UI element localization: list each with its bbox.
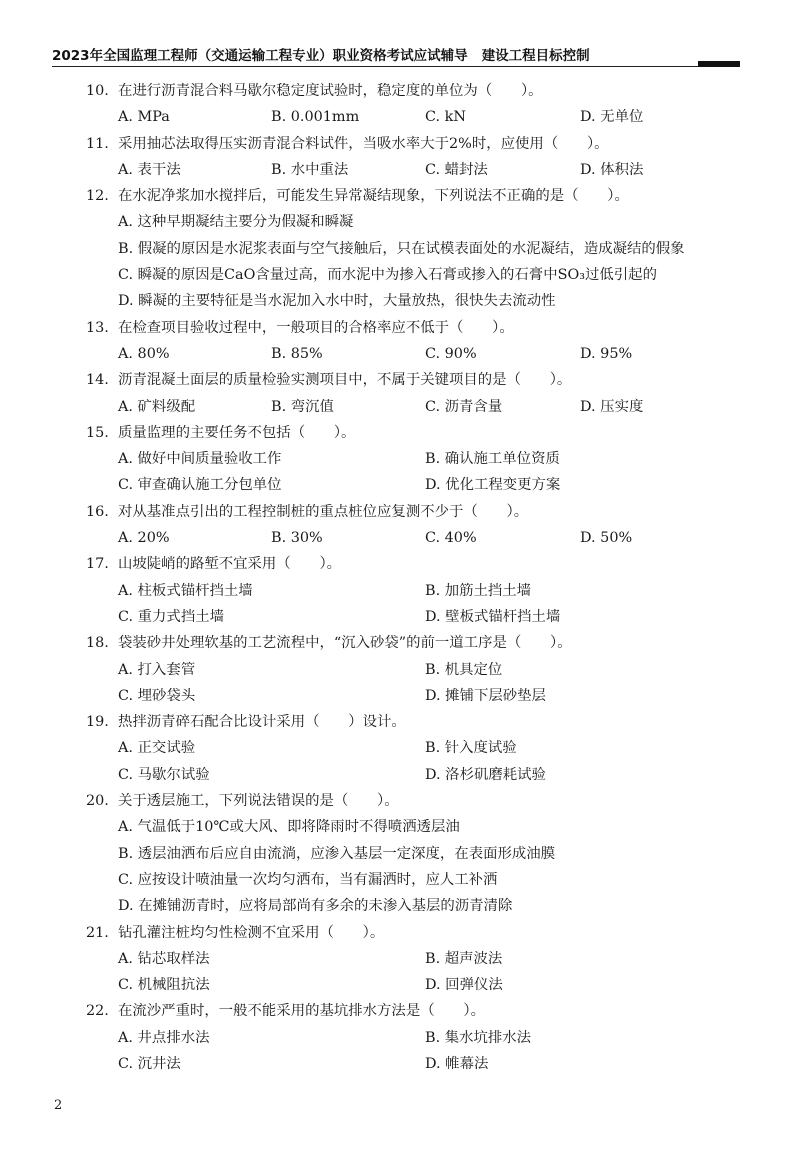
answer-option: A. 正交试验 (118, 740, 196, 757)
options-row (0, 972, 790, 998)
answer-option: A. 矿料级配 (118, 398, 196, 415)
answer-option: C. 机械阻抗法 (118, 977, 210, 994)
question-text: 在检查项目验收过程中，一般项目的合格率应不低于（ ）。 (118, 319, 514, 336)
question (0, 131, 790, 157)
options-row (0, 446, 790, 472)
options-row (0, 472, 790, 498)
question (0, 78, 790, 104)
answer-option: D. 摊铺下层砂垫层 (425, 687, 546, 704)
question-list (0, 78, 790, 1077)
answer-option: B. 超声波法 (425, 950, 503, 967)
answer-option: C. 审查确认施工分包单位 (118, 477, 282, 494)
question-number: 11. (86, 135, 109, 152)
answer-option: B. 透层油洒布后应自由流淌，应渗入基层一定深度，在表面形成油膜 (118, 845, 556, 862)
answer-option: D. 体积法 (580, 161, 644, 178)
answer-option: C. 埋砂袋头 (118, 687, 196, 704)
answer-option: A. 表干法 (118, 161, 181, 178)
options-row (0, 735, 790, 761)
question-text: 袋装砂井处理软基的工艺流程中，“沉入砂袋”的前一道工序是（ ）。 (118, 635, 572, 652)
question (0, 920, 790, 946)
answer-option: B. 水中重法 (271, 161, 349, 178)
answer-option: D. 回弹仪法 (425, 977, 503, 994)
options-row (0, 1051, 790, 1077)
question (0, 788, 790, 814)
question-number: 15. (86, 424, 109, 441)
answer-option: B. 0.001mm (271, 109, 360, 126)
answer-option: C. 瞬凝的原因是CaO含量过高，而水泥中为掺入石膏或掺入的石膏中SO₃过低引起的 (118, 267, 657, 284)
options-row (0, 841, 790, 867)
question-number: 13. (86, 319, 109, 336)
options-row (0, 341, 790, 367)
answer-option: D. 在摊铺沥青时，应将局部尚有多余的未渗入基层的沥青清除 (118, 898, 513, 915)
question (0, 420, 790, 446)
options-row (0, 867, 790, 893)
question-text: 关于透层施工，下列说法错误的是（ ）。 (118, 793, 399, 810)
question (0, 367, 790, 393)
question-number: 10. (86, 83, 109, 99)
answer-option: D. 帷幕法 (425, 1055, 489, 1072)
options-row (0, 104, 790, 130)
question (0, 183, 790, 209)
options-row (0, 604, 790, 630)
question (0, 551, 790, 577)
answer-option: B. 30% (271, 530, 323, 547)
question-text: 在水泥净浆加水搅拌后，可能发生异常凝结现象，下列说法不正确的是（ ）。 (118, 188, 629, 205)
question-number: 20. (86, 793, 109, 810)
question (0, 630, 790, 656)
options-row (0, 1025, 790, 1051)
question-number: 17. (86, 556, 109, 573)
question-text: 采用抽芯法取得压实沥青混合料试件，当吸水率大于2%时，应使用（ ）。 (118, 135, 609, 152)
options-row (0, 893, 790, 919)
options-row (0, 157, 790, 183)
question-text: 钻孔灌注桩均匀性检测不宜采用（ ）。 (118, 924, 385, 941)
options-row (0, 209, 790, 235)
answer-option: A. 钻芯取样法 (118, 950, 210, 967)
answer-option: C. 应按设计喷油量一次均匀洒布，当有漏洒时，应人工补洒 (118, 871, 498, 888)
answer-option: A. MPa (118, 109, 170, 126)
options-row (0, 288, 790, 314)
question-text: 质量监理的主要任务不包括（ ）。 (118, 424, 356, 441)
options-row (0, 683, 790, 709)
answer-option: A. 这种早期凝结主要分为假凝和瞬凝 (118, 214, 354, 231)
question-text: 沥青混凝土面层的质量检验实测项目中，不属于关键项目的是（ ）。 (118, 372, 572, 389)
answer-option: B. 确认施工单位资质 (425, 451, 560, 468)
answer-option: D. 瞬凝的主要特征是当水泥加入水中时，大量放热，很快失去流动性 (118, 293, 556, 310)
question-text: 在进行沥青混合料马歇尔稳定度试验时，稳定度的单位为（ ）。 (118, 83, 543, 99)
answer-option: D. 无单位 (580, 109, 644, 126)
options-row (0, 578, 790, 604)
header-title: 2023年全国监理工程师（交通运输工程专业）职业资格考试应试辅导 (52, 48, 468, 64)
question (0, 998, 790, 1024)
answer-option: C. 蜡封法 (425, 161, 488, 178)
question-number: 22. (86, 1003, 109, 1020)
options-row (0, 657, 790, 683)
answer-option: A. 打入套管 (118, 661, 196, 678)
answer-option: B. 加筋土挡土墙 (425, 582, 532, 599)
question-text: 热拌沥青碎石配合比设计采用（ ）设计。 (118, 714, 406, 731)
question-text: 对从基准点引出的工程控制桩的重点桩位应复测不少于（ ）。 (118, 503, 529, 520)
options-row (0, 394, 790, 420)
answer-option: C. 沉井法 (118, 1055, 181, 1072)
answer-option: A. 柱板式锚杆挡土墙 (118, 582, 253, 599)
answer-option: B. 85% (271, 345, 323, 362)
question-number: 16. (86, 503, 109, 520)
question (0, 709, 790, 735)
answer-option: A. 做好中间质量验收工作 (118, 451, 282, 468)
answer-option: A. 气温低于10℃或大风、即将降雨时不得喷洒透层油 (118, 819, 460, 836)
answer-option: B. 假凝的原因是水泥浆表面与空气接触后，只在试模表面处的水泥凝结，造成凝结的假象 (118, 240, 685, 257)
answer-option: C. 马歇尔试验 (118, 766, 210, 783)
answer-option: B. 机具定位 (425, 661, 503, 678)
answer-option: A. 20% (118, 530, 170, 547)
answer-option: C. 沥青含量 (425, 398, 503, 415)
question-text: 在流沙严重时，一般不能采用的基坑排水方法是（ ）。 (118, 1003, 485, 1020)
question (0, 315, 790, 341)
page-number: 2 (54, 1098, 63, 1113)
answer-option: D. 优化工程变更方案 (425, 477, 561, 494)
question-number: 18. (86, 635, 109, 652)
answer-option: D. 95% (580, 345, 633, 362)
options-row (0, 525, 790, 551)
question-number: 12. (86, 188, 109, 205)
options-row (0, 946, 790, 972)
answer-option: C. 重力式挡土墙 (118, 608, 224, 625)
header-bar (698, 61, 740, 67)
options-row (0, 236, 790, 262)
options-row (0, 762, 790, 788)
header-subtitle: 建设工程目标控制 (481, 48, 590, 64)
answer-option: B. 集水坑排水法 (425, 1029, 532, 1046)
question-text: 山坡陡峭的路堑不宜采用（ ）。 (118, 556, 342, 573)
answer-option: D. 50% (580, 530, 633, 547)
question-number: 14. (86, 372, 109, 389)
answer-option: C. 90% (425, 345, 477, 362)
answer-option: B. 针入度试验 (425, 740, 517, 757)
running-header (52, 44, 742, 66)
question-number: 21. (86, 924, 109, 941)
answer-option: D. 洛杉矶磨耗试验 (425, 766, 546, 783)
question (0, 499, 790, 525)
question-number: 19. (86, 714, 109, 731)
answer-option: A. 80% (118, 345, 170, 362)
answer-option: B. 弯沉值 (271, 398, 334, 415)
answer-option: C. kN (425, 109, 466, 126)
options-row (0, 814, 790, 840)
answer-option: D. 压实度 (580, 398, 644, 415)
answer-option: A. 井点排水法 (118, 1029, 210, 1046)
header-rule (52, 66, 700, 67)
answer-option: C. 40% (425, 530, 477, 547)
answer-option: D. 壁板式锚杆挡土墙 (425, 608, 561, 625)
options-row (0, 262, 790, 288)
